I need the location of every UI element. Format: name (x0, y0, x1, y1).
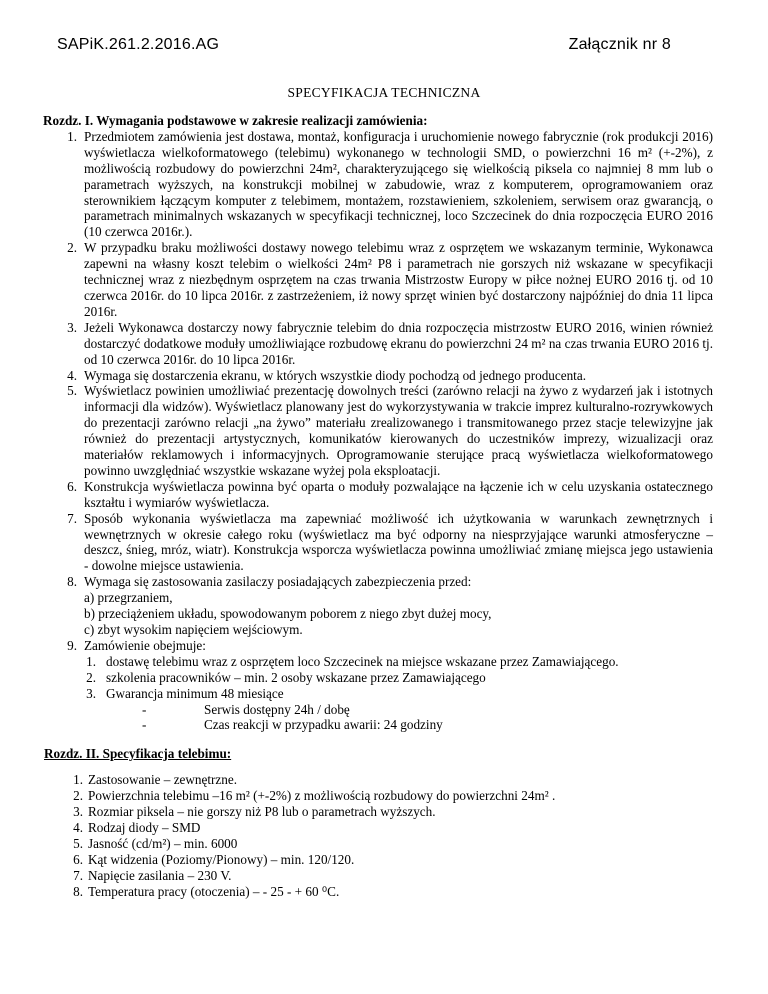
spec-item: 6. Kąt widzenia (Poziomy/Pionowy) – min. 120/120. (73, 851, 355, 867)
spec-item: 2. Powierzchnia telebimu –16 m² (+-2%) z możliwością rozbudowy do powierzchni 24m² . (73, 788, 556, 804)
section-2-heading: Rozdz. II. Specyfikacja telebimu: (44, 746, 232, 762)
scope-item: 1. dostawę telebimu wraz z osprzętem loco Szczecinek na miejsce wskazane przez Zamawiającego. (86, 653, 619, 669)
spec-item: 7. Napięcie zasilania – 230 V. (73, 867, 232, 883)
warranty-item: - Czas reakcji w przypadku awarii: 24 godziny (142, 717, 443, 733)
list-item: 6. Konstrukcja wyświetlacza powinna być oparta o moduły pozwalające na łączenie ich w celu uzyskania ostatecznego kształtu i wymiarów wyświetlacza. (67, 478, 713, 510)
spec-item: 3. Rozmiar piksela – nie gorszy niż P8 lub o parametrach wyższych. (73, 804, 436, 820)
spec-item: 4. Rodzaj diody – SMD (73, 819, 201, 835)
scope-item: 2. szkolenia pracowników – min. 2 osoby wskazane przez Zamawiającego (86, 669, 486, 685)
list-item: 2. W przypadku braku możliwości dostawy nowego telebimu wraz z osprzętem we wskazanym terminie, Wykonawca zapewni na własny koszt telebim o wielkości 24m² P8 i parametrach nie gorszych niż wskazane w specyfikacji technicznej wraz z niezbędnym osprzętem na czas trwania Mistrzostw Europy w piłce nożnej EURO 2016 tj. od 10 czerwca 2016r. do 10 lipca 2016r. z zastrzeżeniem, iż nowy sprzęt winien być dostarczony najpóźniej do dnia 11 lipca 2016r. (67, 240, 713, 319)
spec-item: 5. Jasność (cd/m²) – min. 6000 (73, 835, 238, 851)
attachment-label: Załącznik nr 8 (568, 36, 671, 53)
list-item: 1. Przedmiotem zamówienia jest dostawa, montaż, konfiguracja i uruchomienie nowego fabrycznie (rok produkcji 2016) wyświetlacza wielkoformatowego (telebimu) wykonanego w technologii SMD, o powierzchni 16 m² (+-2%), z możliwością rozbudowy do powierzchni 24m², charakteryzującego się wielkością piksela co najmniej 8 mm lub o parametrach wyższych, na konstrukcji mobilnej w zabudowie, wraz z komputerem, oprogramowaniem oraz sterownikiem łączącym komputer z telebimem, montażem, rozstawieniem, szkoleniem, serwisem oraz gwarancją, o parametrach minimalnych wskazanych w specyfikacji technicznej, loco Szczecinek do dnia rozpoczęcia EURO 2016 (10 czerwca 2016r.). (67, 128, 713, 240)
sub-item: b) przeciążeniem układu, spowodowanym poborem z niego zbyt dużej mocy, (84, 606, 492, 622)
document-body (43, 113, 713, 900)
sub-item: c) zbyt wysokim napięciem wejściowym. (84, 622, 303, 637)
list-item: 7. Sposób wykonania wyświetlacza ma zapewniać możliwość ich użytkowania w warunkach zewnętrznych i wewnętrznych w okresie całego roku (wyświetlacz ma być odporny na niesprzyjające warunki atmosferyczne – deszcz, śnieg, mróz, wiatr). Konstrukcja wsporcza wyświetlacza powinna umożliwiać zmianę miejsca jego ustawienia - dowolne miejsce ustawienia. (67, 510, 713, 574)
warranty-item: - Serwis dostępny 24h / dobę (142, 701, 350, 717)
list-item: 9. Zamówienie obejmuje: 1. dostawę telebimu wraz z osprzętem loco Szczecinek na miejsce wskazane przez Zamawiającego. 2. szkolenia pracowników – min. 2 osoby wskazane przez Zamawiającego 3. Gwarancja minimum 48 miesiące - Serwis dostępny 24h / dobę - Czas reakcji w przypadku awarii: 24 godziny (43, 638, 713, 733)
scope-item: 3. Gwarancja minimum 48 miesiące (86, 685, 284, 701)
list-item: 4. Wymaga się dostarczenia ekranu, w których wszystkie diody pochodzą od jednego producenta. (67, 367, 586, 383)
spec-item: 8. Temperatura pracy (otoczenia) – - 25 - + 60 ⁰C. (73, 883, 340, 899)
list-item: 3. Jeżeli Wykonawca dostarczy nowy fabrycznie telebim do dnia rozpoczęcia mistrzostw EURO 2016, winien również dostarczyć dodatkowe moduły umożliwiające rozbudowę ekranu do powierzchni 24 m² na czas trwania EURO 2016 tj. od 10 czerwca 2016r. do 10 lipca 2016r. (67, 319, 713, 367)
document-title: SPECYFIKACJA TECHNICZNA (287, 85, 481, 100)
list-item: 5. Wyświetlacz powinien umożliwiać prezentację dowolnych treści (zarówno relacji na żywo z wydarzeń jak i istotnych informacji dla widzów). Wyświetlacz planowany jest do wykorzystywania w trakcie imprez kulturalno-rozrywkowych do prezentacji zarówno relacji „na żywo” materiału zrealizowanego i transmitowanego przez stacje telewizyjne jak również do prezentacji artystycznych, komunikatów kierowanych do uczestników imprezy, wizualizacji oraz materiałów reklamowych i informacyjnych. Oprogramowanie sterujące pracą wyświetlacza wielkoformatowego powinno uwzględniać wszystkie wskazane wyżej pola eksploatacji. (67, 383, 713, 478)
warranty-details (84, 702, 713, 734)
section-2-list (43, 772, 713, 899)
document-reference: SAPiK.261.2.2016.AG (57, 36, 220, 53)
scope-list (84, 654, 713, 702)
section-1-heading: Rozdz. I. Wymagania podstawowe w zakresie realizacji zamówienia: (43, 113, 428, 128)
sub-item: a) przegrzaniem, (84, 590, 173, 606)
spec-item: 1. Zastosowanie – zewnętrzne. (73, 772, 238, 788)
list-item: 8. Wymaga się zastosowania zasilaczy posiadających zabezpieczenia przed: a) przegrzaniem, b) przeciążeniem układu, spowodowanym poborem z niego zbyt dużej mocy, c) zbyt wysokim napięciem wejściowym. (43, 574, 713, 638)
section-1-list (43, 129, 713, 733)
